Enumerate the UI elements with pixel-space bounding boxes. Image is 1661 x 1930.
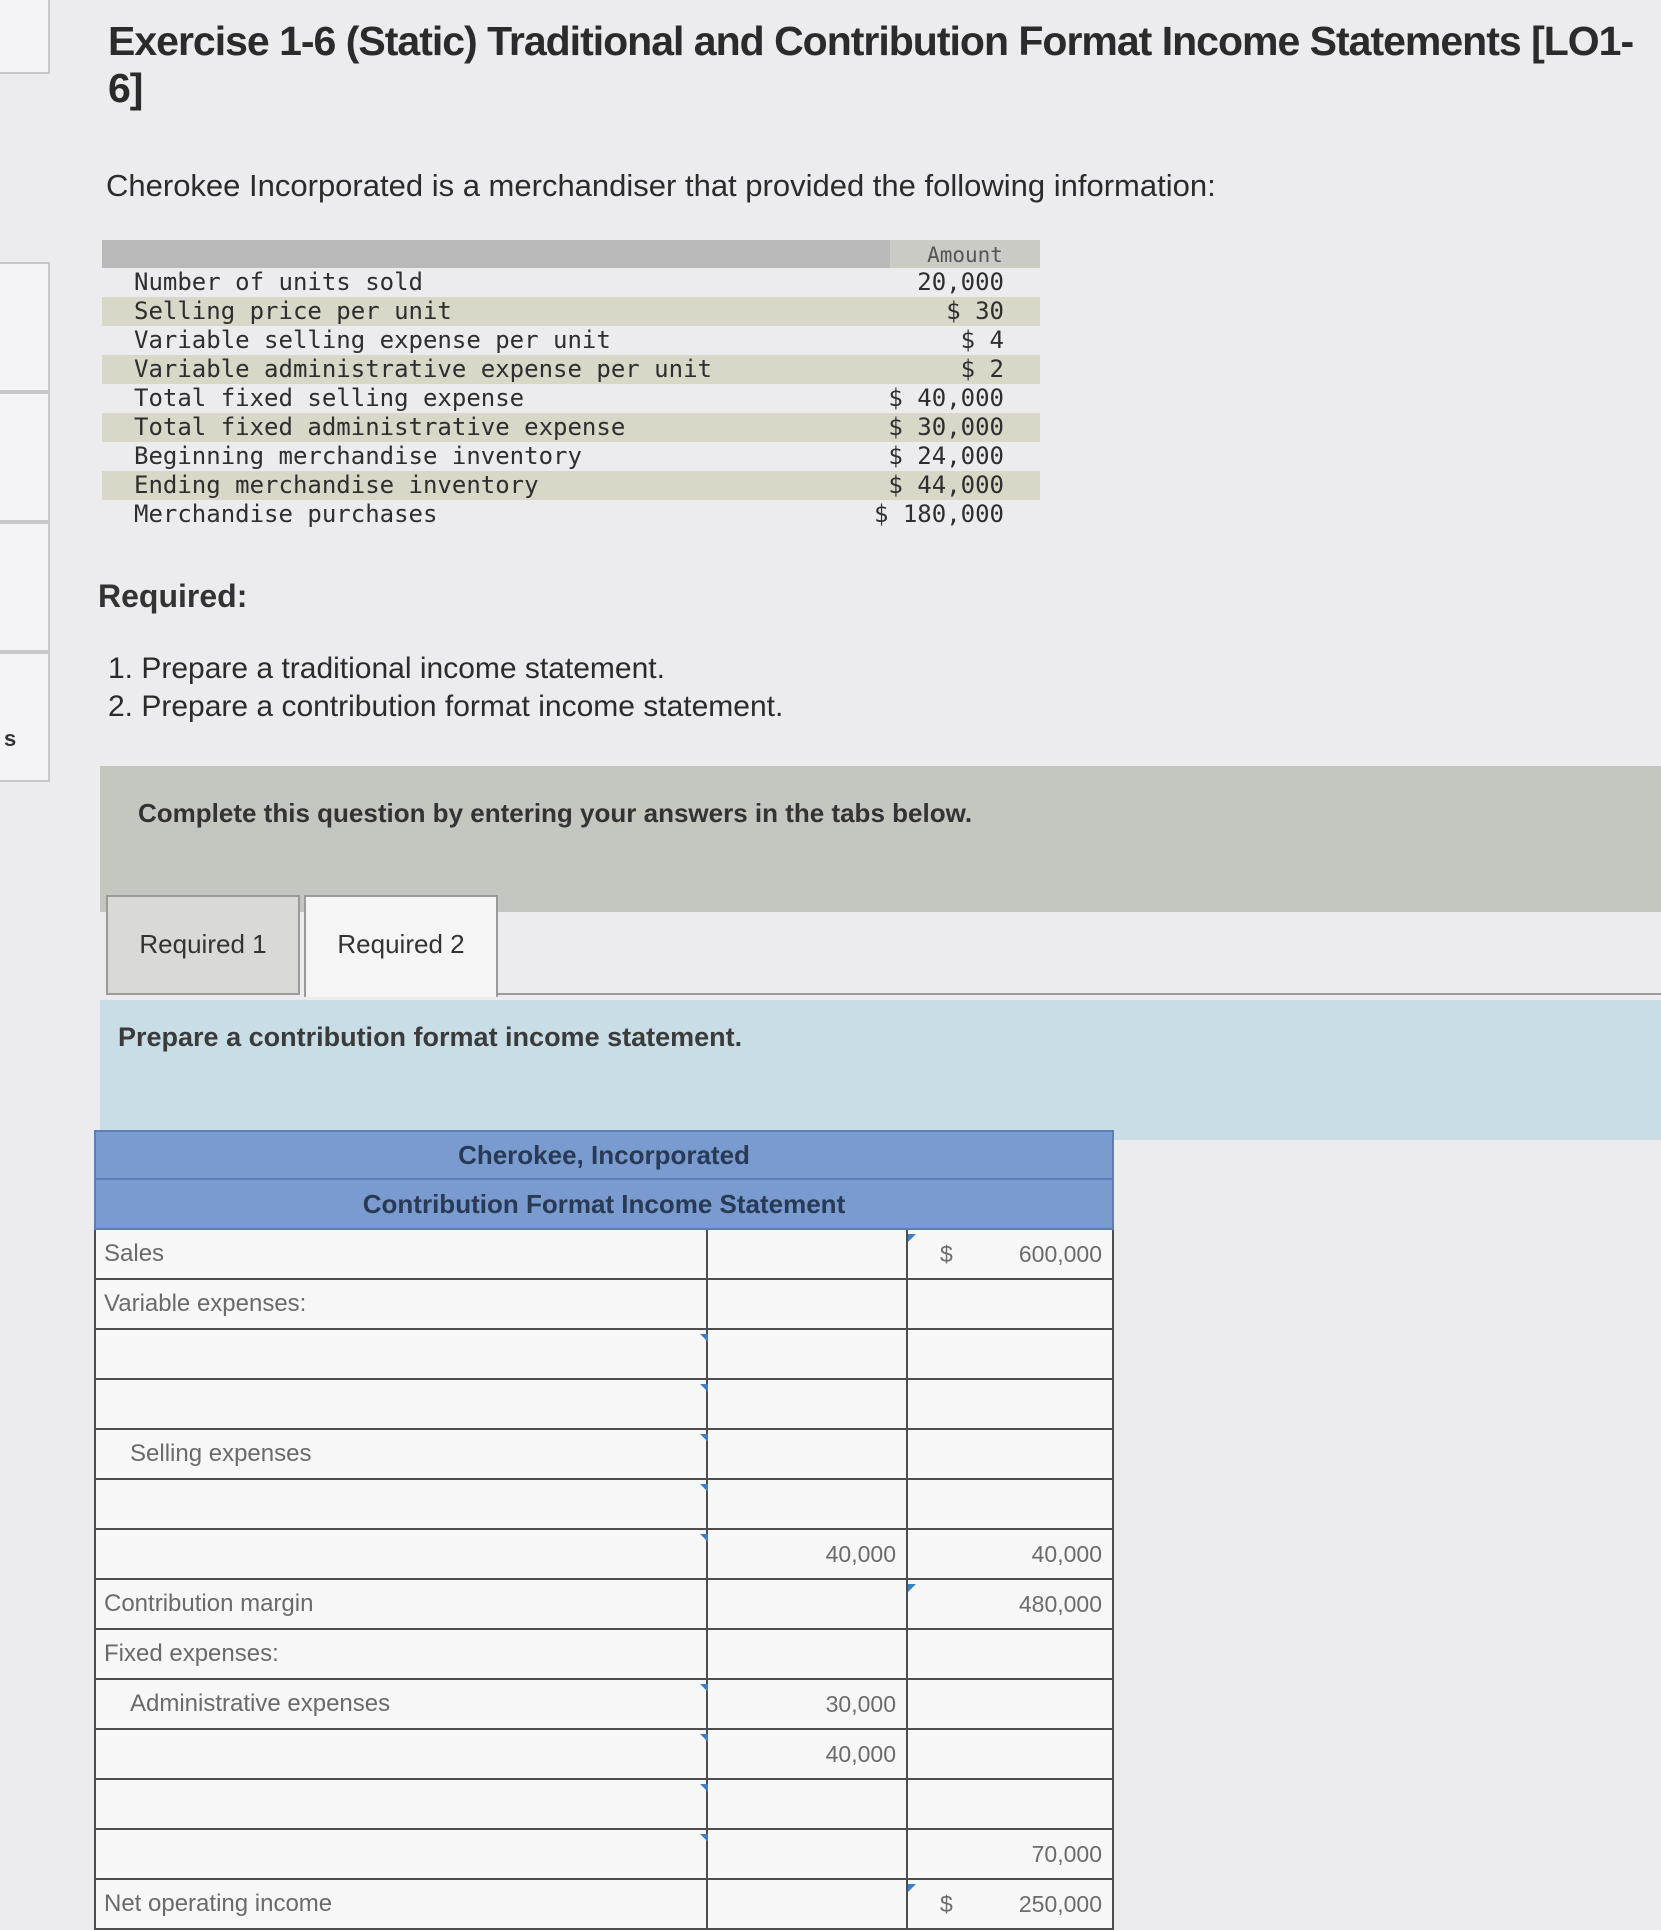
- row-label: Selling expenses: [130, 1440, 312, 1467]
- left-edge-panel: [0, 0, 52, 1926]
- table-row: [94, 1680, 1114, 1730]
- info-value: $ 2: [960, 355, 1004, 383]
- dropdown-marker-icon: [700, 1434, 708, 1442]
- info-label: Variable selling expense per unit: [134, 326, 611, 354]
- row-label: Administrative expenses: [130, 1690, 391, 1717]
- amount-cell[interactable]: [708, 1380, 908, 1428]
- amount-value: [896, 1441, 906, 1467]
- tab-divider: [496, 993, 1661, 995]
- total-cell[interactable]: [908, 1580, 1114, 1628]
- amount-cell[interactable]: [708, 1480, 908, 1528]
- row-label-cell[interactable]: [96, 1830, 708, 1878]
- row-label: [96, 1840, 104, 1867]
- amount-cell[interactable]: [708, 1330, 908, 1378]
- left-edge-glyph: s: [4, 726, 17, 751]
- amount-value: [896, 1241, 906, 1267]
- table-row: [94, 1480, 1114, 1530]
- table-row: [94, 1780, 1114, 1830]
- left-edge-box: [0, 652, 50, 782]
- row-label-cell[interactable]: [96, 1280, 708, 1328]
- info-row: [102, 268, 1040, 297]
- row-label-cell[interactable]: [96, 1780, 708, 1828]
- amount-cell[interactable]: [708, 1580, 908, 1628]
- info-row: [102, 384, 1040, 413]
- amount-value: 40,000: [825, 1541, 896, 1567]
- instruction-text: Prepare a contribution format income statement.: [118, 1022, 743, 1052]
- info-value: $ 180,000: [873, 500, 1004, 528]
- dropdown-marker-icon: [700, 1734, 708, 1742]
- amount-value: [896, 1291, 906, 1317]
- total-value: 600,000: [1018, 1241, 1102, 1267]
- cell-marker-icon: [908, 1884, 916, 1892]
- info-row: [102, 471, 1040, 500]
- amount-cell[interactable]: [708, 1630, 908, 1678]
- info-value: $ 4: [960, 326, 1004, 354]
- amount-header: Amount: [890, 240, 1040, 268]
- info-table: [102, 240, 1040, 529]
- total-value: [1102, 1791, 1112, 1817]
- row-label-cell[interactable]: [96, 1730, 708, 1778]
- dropdown-marker-icon: [700, 1684, 708, 1692]
- amount-value: [896, 1891, 906, 1917]
- info-label: Total fixed administrative expense: [134, 413, 626, 441]
- company-name: Cherokee, Incorporated: [96, 1132, 1112, 1180]
- instructions-banner: [100, 766, 1661, 912]
- total-value: 40,000: [1031, 1541, 1102, 1567]
- info-value: 20,000: [917, 268, 1004, 296]
- info-label: Merchandise purchases: [134, 500, 438, 528]
- total-cell[interactable]: [908, 1230, 1114, 1278]
- statement-header: [94, 1130, 1114, 1230]
- info-row: [102, 326, 1040, 355]
- row-label-cell[interactable]: [96, 1330, 708, 1378]
- amount-cell[interactable]: [708, 1280, 908, 1328]
- row-label-cell[interactable]: [96, 1430, 708, 1478]
- info-label: Beginning merchandise inventory: [134, 442, 582, 470]
- row-label-cell[interactable]: [96, 1580, 708, 1628]
- table-row: [94, 1630, 1114, 1680]
- required-list: [108, 650, 783, 726]
- total-cell[interactable]: [908, 1680, 1114, 1728]
- info-value: $ 44,000: [888, 471, 1004, 499]
- info-label: Variable administrative expense per unit: [134, 355, 712, 383]
- left-edge-box: [0, 0, 50, 74]
- currency-symbol: $: [940, 1891, 953, 1917]
- row-label: [96, 1340, 104, 1367]
- row-label: Fixed expenses:: [104, 1640, 279, 1667]
- table-row: [94, 1530, 1114, 1580]
- row-label-cell[interactable]: [96, 1630, 708, 1678]
- row-label: [96, 1790, 104, 1817]
- total-cell[interactable]: [908, 1430, 1114, 1478]
- info-value: $ 40,000: [888, 384, 1004, 412]
- row-label-cell[interactable]: [96, 1480, 708, 1528]
- amount-value: [896, 1341, 906, 1367]
- page-title: Exercise 1-6 (Static) Traditional and Contribution Format Income Statements [LO1-6]: [108, 18, 1634, 111]
- dropdown-marker-icon: [700, 1334, 708, 1342]
- amount-value: [896, 1491, 906, 1517]
- amount-cell[interactable]: [708, 1680, 908, 1728]
- total-cell[interactable]: [908, 1280, 1114, 1328]
- row-label: Variable expenses:: [104, 1290, 307, 1317]
- table-row: [94, 1380, 1114, 1430]
- required-heading: Required:: [98, 578, 248, 614]
- dropdown-marker-icon: [700, 1784, 708, 1792]
- amount-value: 40,000: [825, 1741, 896, 1767]
- total-cell[interactable]: [908, 1880, 1114, 1928]
- amount-cell[interactable]: [708, 1530, 908, 1578]
- amount-value: 30,000: [825, 1691, 896, 1717]
- instruction-panel: [100, 1000, 1661, 1140]
- info-label: Total fixed selling expense: [134, 384, 525, 412]
- table-row: [94, 1880, 1114, 1930]
- row-label-cell[interactable]: [96, 1380, 708, 1428]
- amount-value: [896, 1791, 906, 1817]
- intro-text: Cherokee Incorporated is a merchandiser that provided the following information:: [106, 168, 1216, 203]
- row-label: [96, 1390, 104, 1417]
- statement-title: Contribution Format Income Statement: [362, 1189, 846, 1219]
- total-value: [1102, 1341, 1112, 1367]
- left-edge-box: [0, 392, 50, 522]
- table-row: [94, 1280, 1114, 1330]
- row-label-cell[interactable]: [96, 1530, 708, 1578]
- info-row: [102, 442, 1040, 471]
- amount-value: [896, 1641, 906, 1667]
- total-value: [1102, 1291, 1112, 1317]
- info-row: [102, 297, 1040, 326]
- total-value: [1102, 1391, 1112, 1417]
- row-label: [96, 1740, 104, 1767]
- cell-marker-icon: [908, 1584, 916, 1592]
- row-label-cell[interactable]: [96, 1230, 708, 1278]
- info-label: Ending merchandise inventory: [134, 471, 539, 499]
- table-row: [94, 1330, 1114, 1380]
- total-cell[interactable]: [908, 1530, 1114, 1578]
- row-label: Net operating income: [104, 1890, 333, 1917]
- total-value: 480,000: [1018, 1591, 1102, 1617]
- total-value: [1102, 1491, 1112, 1517]
- dropdown-marker-icon: [700, 1484, 708, 1492]
- tab-bar: [100, 895, 1661, 999]
- info-row: [102, 413, 1040, 442]
- total-cell[interactable]: [908, 1380, 1114, 1428]
- total-value: 70,000: [1031, 1841, 1102, 1867]
- info-label: Number of units sold: [134, 268, 423, 296]
- amount-cell[interactable]: [708, 1880, 908, 1928]
- total-cell[interactable]: [908, 1730, 1114, 1778]
- total-value: [1102, 1741, 1112, 1767]
- row-label-cell[interactable]: [96, 1880, 708, 1928]
- dropdown-marker-icon: [700, 1834, 708, 1842]
- table-row: [94, 1580, 1114, 1630]
- total-cell[interactable]: [908, 1780, 1114, 1828]
- total-cell[interactable]: [908, 1480, 1114, 1528]
- table-row: [94, 1830, 1114, 1880]
- currency-symbol: $: [940, 1241, 953, 1267]
- banner-text: Complete this question by entering your answers in the tabs below.: [138, 798, 973, 828]
- table-row: [94, 1430, 1114, 1480]
- amount-value: [896, 1841, 906, 1867]
- amount-cell[interactable]: [708, 1830, 908, 1878]
- total-value: [1102, 1641, 1112, 1667]
- row-label: Sales: [104, 1240, 165, 1267]
- total-cell[interactable]: [908, 1830, 1114, 1878]
- total-value: [1102, 1441, 1112, 1467]
- info-value: $ 30: [946, 297, 1004, 325]
- dropdown-marker-icon: [700, 1534, 708, 1542]
- tab-required-1[interactable]: Required 1: [106, 895, 300, 995]
- total-value: 250,000: [1018, 1891, 1102, 1917]
- info-value: $ 24,000: [888, 442, 1004, 470]
- total-value: [1102, 1691, 1112, 1717]
- table-row: [94, 1730, 1114, 1780]
- amount-value: [896, 1391, 906, 1417]
- left-edge-box: [0, 262, 50, 392]
- info-label: Selling price per unit: [134, 297, 452, 325]
- cell-marker-icon: [908, 1234, 916, 1242]
- info-value: $ 30,000: [888, 413, 1004, 441]
- amount-cell[interactable]: [708, 1730, 908, 1778]
- info-table-header: [102, 240, 1040, 268]
- row-label: Contribution margin: [104, 1590, 314, 1617]
- info-row: [102, 355, 1040, 384]
- income-statement: [94, 1130, 1114, 1930]
- total-cell[interactable]: [908, 1330, 1114, 1378]
- info-row: [102, 500, 1040, 529]
- left-edge-box: [0, 522, 50, 652]
- amount-cell[interactable]: [708, 1780, 908, 1828]
- total-cell[interactable]: [908, 1630, 1114, 1678]
- required-item: 1. Prepare a traditional income statement.: [108, 652, 665, 685]
- table-row: [94, 1230, 1114, 1280]
- amount-cell[interactable]: [708, 1230, 908, 1278]
- required-item: 2. Prepare a contribution format income statement.: [108, 690, 784, 723]
- row-label-cell[interactable]: [96, 1680, 708, 1728]
- row-label: [96, 1540, 104, 1567]
- amount-cell[interactable]: [708, 1430, 908, 1478]
- tab-required-2[interactable]: Required 2: [304, 895, 498, 997]
- dropdown-marker-icon: [700, 1384, 708, 1392]
- amount-value: [896, 1591, 906, 1617]
- row-label: [96, 1490, 104, 1517]
